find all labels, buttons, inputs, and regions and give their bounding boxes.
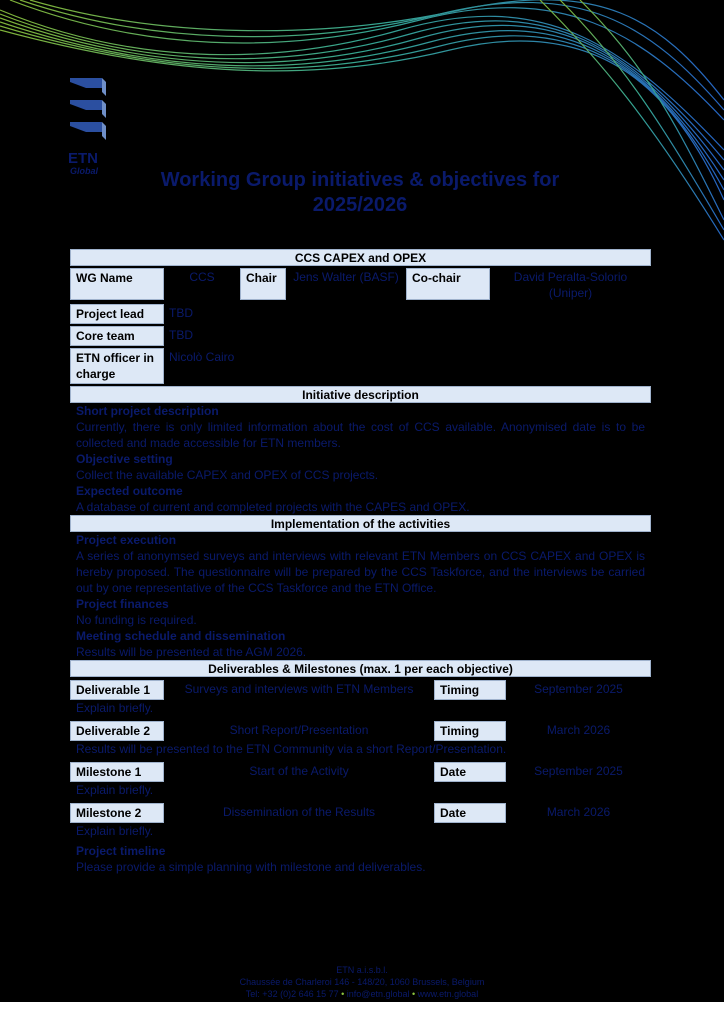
timeline-section (70, 843, 651, 875)
date-label: Date (434, 762, 506, 782)
deliverable-note: Explain briefly. (76, 701, 154, 715)
footer-contact (0, 988, 724, 1000)
logo-sub: Global (70, 166, 99, 176)
chair-value: Jens Walter (BASF) (293, 270, 399, 284)
footer-company: ETN a.i.s.b.l. (336, 965, 388, 975)
bullet-icon: • (412, 989, 418, 999)
milestone-label: Milestone 1 (70, 762, 164, 782)
timing-value: September 2025 (534, 682, 623, 696)
timing-value: March 2026 (546, 723, 611, 737)
meeting-heading: Meeting schedule and dissemination (76, 629, 286, 643)
meeting-text: Results will be presented at the AGM 2026. (76, 645, 307, 659)
document-body (70, 249, 651, 875)
page-footer (0, 964, 724, 1000)
project-lead-value: TBD (169, 306, 193, 320)
project-lead-label: Project lead (70, 304, 164, 324)
execution-text: A series of anonymsed surveys and interviews with relevant ETN Members on CCS CAPEX and OPEX is hereby proposed. The questionnaire will be prepared by the CCS Taskforce, and the interviews be carried out by one representative of the CCS Taskforce and the ETN Office. (76, 549, 645, 595)
deliverable-note: Results will be presented to the ETN Community via a short Report/Presentation. (76, 742, 507, 756)
officer-value: Nicolò Cairo (169, 350, 235, 364)
officer-row (70, 348, 651, 384)
deliverable-label: Deliverable 1 (70, 680, 164, 700)
footer-address: Chaussée de Charleroi 146 - 148/20, 1060 Brussels, Belgium (239, 977, 485, 987)
date-label: Date (434, 803, 506, 823)
milestone-label: Milestone 2 (70, 803, 164, 823)
deliverable-row (70, 721, 651, 741)
timeline-heading: Project timeline (76, 844, 166, 858)
footer-web-link[interactable]: www.etn.global (417, 989, 479, 999)
section-header-implementation: Implementation of the activities (70, 515, 651, 532)
initiative-section (70, 403, 651, 515)
deliverable-row (70, 680, 651, 700)
deliverable-label: Deliverable 2 (70, 721, 164, 741)
footer-email-link[interactable]: info@etn.global (346, 989, 410, 999)
page-title: Working Group initiatives & objectives for 2025/2026 (160, 169, 560, 216)
section-header-deliverables: Deliverables & Milestones (max. 1 per each objective) (70, 660, 651, 677)
finances-heading: Project finances (76, 597, 169, 611)
bullet-icon: • (341, 989, 347, 999)
project-lead-row (70, 304, 651, 324)
core-team-value: TBD (169, 328, 193, 342)
objective-heading: Objective setting (76, 452, 173, 466)
chair-label: Chair (240, 268, 286, 300)
etn-logo-icon (66, 74, 110, 146)
short-description-text: Currently, there is only limited information about the cost of CCS available. Anonymised date is to be collected and made accessible for ETN members. (76, 420, 645, 450)
expected-outcome-text: A database of current and completed projects with the CAPES and OPEX. (76, 500, 470, 514)
timing-label: Timing (434, 680, 506, 700)
wg-name-label: WG Name (70, 268, 164, 300)
section-header-ccs: CCS CAPEX and OPEX (70, 249, 651, 266)
core-team-label: Core team (70, 326, 164, 346)
cochair-value: David Peralta-Solorio (Uniper) (513, 270, 628, 300)
date-value: September 2025 (534, 764, 623, 778)
expected-outcome-heading: Expected outcome (76, 484, 183, 498)
milestone-desc: Dissemination of the Results (222, 805, 376, 819)
milestone-row (70, 803, 651, 823)
timing-label: Timing (434, 721, 506, 741)
milestone-note: Explain briefly. (76, 783, 154, 797)
section-header-initiative: Initiative description (70, 386, 651, 403)
officer-label: ETN officer in charge (70, 348, 164, 384)
execution-heading: Project execution (76, 533, 177, 547)
deliverable-desc: Short Report/Presentation (229, 723, 369, 737)
objective-text: Collect the available CAPEX and OPEX of CCS projects. (76, 468, 379, 482)
implementation-section (70, 532, 651, 660)
milestone-desc: Start of the Activity (249, 764, 349, 778)
deliverable-desc: Surveys and interviews with ETN Members (184, 682, 414, 696)
finances-text: No funding is required. (76, 613, 197, 627)
footer-phone: Tel: +32 (0)2 646 15 77 (245, 989, 339, 999)
core-team-row (70, 326, 651, 346)
short-description-heading: Short project description (76, 404, 219, 418)
date-value: March 2026 (546, 805, 611, 819)
timeline-text: Please provide a simple planning with milestone and deliverables. (76, 860, 426, 874)
milestone-note: Explain briefly. (76, 824, 154, 838)
wg-name-value: CCS (189, 270, 215, 284)
bottom-strip (0, 1002, 724, 1024)
cochair-label: Co-chair (406, 268, 490, 300)
wg-row (70, 268, 651, 302)
milestone-row (70, 762, 651, 782)
logo-name: ETN (68, 150, 98, 167)
